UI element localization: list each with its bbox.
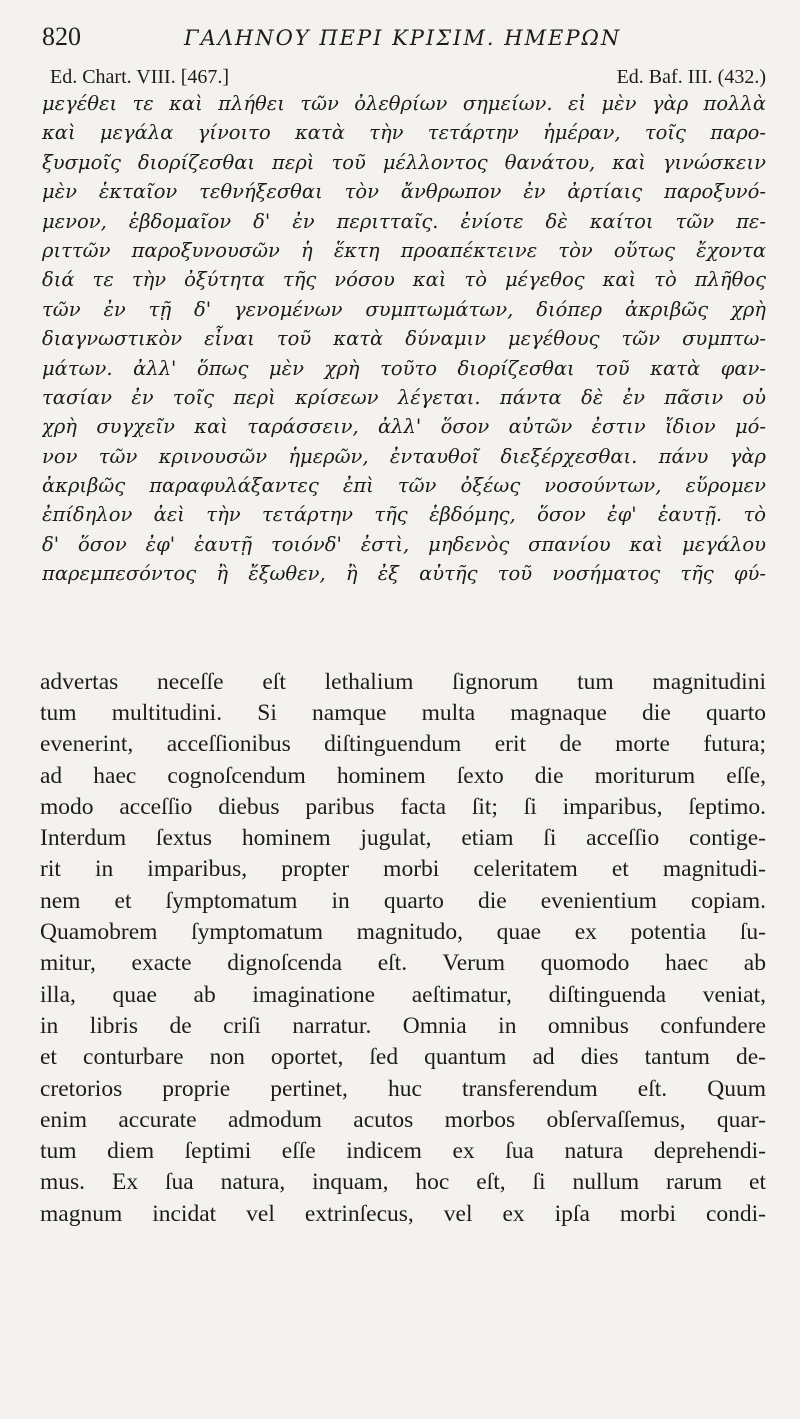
greek-text-line: ἀκριβῶς παραφυλάξαντες ἐπὶ τῶν ὀξέως νοσούντων, εὕρομεν (42, 474, 766, 498)
latin-text-line: tum multitudini. Si namque multa magnaque die quarto (40, 699, 766, 726)
running-head (42, 22, 766, 62)
greek-text-line: ριττῶν παροξυνουσῶν ἡ ἕκτη προαπέκτεινε τὸν οὕτως ἔχοντα (42, 238, 766, 262)
greek-text-line: τῶν ἐν τῇ δ' γενομένων συμπτωμάτων, διόπερ ἀκριβῶς χρὴ (42, 297, 766, 321)
book-page (42, 22, 766, 1230)
page-number: 820 (42, 22, 81, 51)
latin-text-line: et conturbare non oportet, ſed quantum ad dies tantum de- (40, 1044, 766, 1071)
latin-text-line: modo acceſſio diebus paribus facta ſit; ſi imparibus, ſeptimo. (40, 793, 766, 820)
latin-text-line: mus. Ex ſua natura, inquam, hoc eſt, ſi nullum rarum et (40, 1169, 766, 1196)
section-gap (42, 589, 766, 667)
latin-text-line: mitur, exacte dignoſcenda eſt. Verum quomodo haec ab (40, 950, 766, 977)
latin-text-line: ad haec cognoſcendum hominem ſexto die moriturum eſſe, (40, 762, 766, 789)
greek-text-line: μενον, ἑβδομαῖον δ' ἐν περιτταῖς. ἐνίοτε δὲ καίτοι τῶν πε- (42, 209, 766, 233)
greek-text-line: χρὴ συγχεῖν καὶ ταράσσειν, ἀλλ' ὅσον αὐτῶν ἐστιν ἴδιον μό- (42, 415, 766, 439)
greek-text-line: δ' ὅσον ἐφ' ἑαυτῇ τοιόνδ' ἐστὶ, μηδενὸς σπανίου καὶ μεγάλου (42, 532, 766, 556)
latin-text-line: nem et ſymptomatum in quarto die evenientium copiam. (40, 887, 766, 914)
latin-text-line: cretorios proprie pertinet, huc transferendum eſt. Quum (40, 1075, 766, 1102)
latin-text-line: rit in imparibus, propter morbi celeritatem et magnitudi- (40, 856, 766, 883)
greek-text-line: νον τῶν κρινουσῶν ἡμερῶν, ἐνταυθοῖ διεξέρχεσθαι. πάνυ γὰρ (42, 444, 766, 468)
latin-text-line: in libris de criſi narratur. Omnia in omnibus confundere (40, 1012, 766, 1039)
greek-text-line: καὶ μεγάλα γίνοιτο κατὰ τὴν τετάρτην ἡμέραν, τοῖς παρο- (42, 121, 766, 145)
latin-text-line: tum diem ſeptimi eſſe indicem ex ſua natura deprehendi- (40, 1138, 766, 1165)
latin-text-line: Interdum ſextus hominem jugulat, etiam ſi acceſſio contige- (40, 825, 766, 852)
greek-text-block (42, 89, 766, 589)
greek-text-line: μάτων. ἀλλ' ὅπως μὲν χρὴ τοῦτο διορίζεσθαι τοῦ κατὰ φαν- (42, 356, 766, 380)
latin-text-block (40, 667, 766, 1230)
latin-text-line: Quamobrem ſymptomatum magnitudo, quae ex potentia ſu- (40, 919, 766, 946)
greek-text-line: μὲν ἑκταῖον τεθνήξεσθαι τὸν ἄνθρωπον ἐν ἀρτίαις παροξυνό- (42, 180, 766, 204)
greek-text-line: ἐπίδηλον ἀεὶ τὴν τετάρτην τῆς ἑβδόμης, ὅσον ἐφ' ἑαυτῇ. τὸ (42, 503, 766, 527)
greek-text-line: παρεμπεσόντος ἢ ἔξωθεν, ἢ ἐξ αὐτῆς τοῦ νοσήματος τῆς φύ- (42, 562, 766, 586)
greek-text-line: τασίαν ἐν τοῖς περὶ κρίσεων λέγεται. πάντα δὲ ἐν πᾶσιν οὐ (42, 385, 766, 409)
latin-text-line: advertas neceſſe eſt lethalium ſignorum tum magnitudini (40, 668, 766, 695)
edition-left: Ed. Chart. VIII. [467.] (50, 66, 230, 88)
edition-right: Ed. Baf. III. (432.) (616, 66, 766, 88)
edition-references (42, 66, 766, 89)
latin-text-line: illa, quae ab imaginatione aeſtimatur, diſtinguenda veniat, (40, 981, 766, 1008)
greek-text-line: διά τε τὴν ὀξύτητα τῆς νόσου καὶ τὸ μέγεθος καὶ τὸ πλῆθος (42, 268, 766, 292)
latin-text-line: evenerint, acceſſionibus diſtinguendum erit de morte futura; (40, 731, 766, 758)
latin-text-line: enim accurate admodum acutos morbos obſervaſſemus, quar- (40, 1106, 766, 1133)
latin-text-line: magnum incidat vel extrinſecus, vel ex ipſa morbi condi- (40, 1200, 766, 1227)
running-title: ΓΑΛΗΝΟΥ ΠΕΡΙ ΚΡΙΣΙΜ. ΗΜΕΡΩΝ (184, 26, 622, 50)
greek-text-line: ξυσμοῖς διορίζεσθαι περὶ τοῦ μέλλοντος θανάτου, καὶ γινώσκειν (42, 150, 766, 174)
greek-text-line: διαγνωστικὸν εἶναι τοῦ κατὰ δύναμιν μεγέθους τῶν συμπτω- (42, 327, 766, 351)
greek-text-line: μεγέθει τε καὶ πλήθει τῶν ὀλεθρίων σημείων. εἰ μὲν γὰρ πολλὰ (42, 92, 766, 115)
